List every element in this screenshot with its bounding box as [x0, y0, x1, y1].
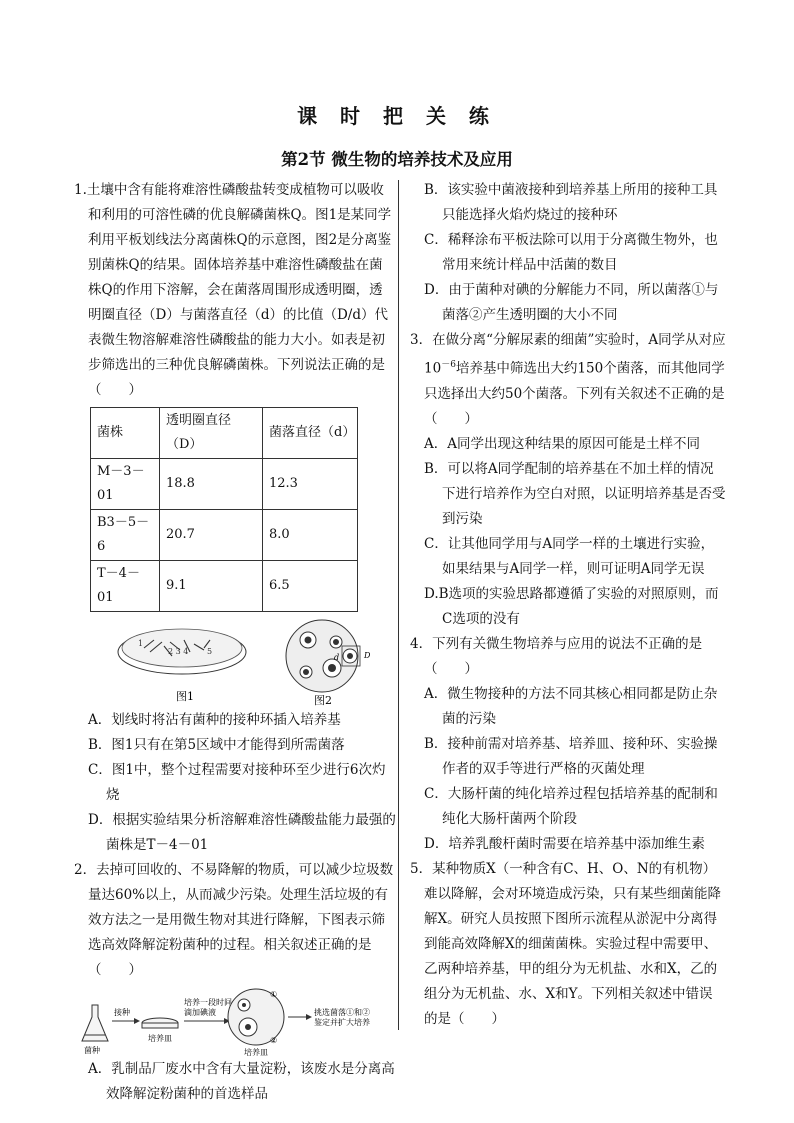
table-header-row	[91, 408, 358, 459]
screening-process-figure	[74, 983, 396, 1057]
q4-option-a: A．微生物接种的方法不同其核心相同都是防止杂菌的污染	[424, 685, 718, 727]
table-cell: 6.5	[263, 561, 358, 612]
question-3-stem	[410, 328, 726, 432]
table-row	[91, 510, 358, 561]
q1-option-c: C．图1中，整个过程需要对接种环至少进行6次灼烧	[88, 762, 386, 803]
q3-option-d: D.B选项的实验思路都遵循了实验的对照原则，而C选项的没有	[424, 585, 719, 627]
q1-option-a: A．划线时将沾有菌种的接种环插入培养基	[88, 712, 341, 728]
flask-label: 菌种	[84, 1046, 100, 1055]
q3-option-a: A．A同学出现这种结果的原因可能是土样不同	[424, 435, 700, 452]
petri-dish-figures	[114, 618, 394, 708]
svg-text:5: 5	[207, 647, 213, 656]
table-header: 菌落直径（d）	[263, 408, 358, 459]
dish2-label: 培养皿	[244, 1048, 268, 1057]
right-column	[410, 178, 726, 1032]
q2-option-d: D．由于菌种对碘的分解能力不同，所以菌落①与菌落②产生透明圈的大小不同	[424, 282, 719, 323]
q1-option-d: D．根据实验结果分析溶解难溶性磷酸盐能力最强的菌株是T－4－01	[88, 812, 396, 853]
question-1-stem: 1.土壤中含有能将难溶性磷酸盐转变成植物可以吸收和利用的可溶性磷的优良解磷菌株Q。图1是某同学利用平板划线法分离菌株Q的示意图，图2是分离鉴别菌株Q的结果。固体培养基中难溶性磷酸盐在菌株Q的作用下溶解，会在菌落周围形成透明圈，透明圈直径（D）与菌落直径（d）的比值（D/d）代表微生物溶解难溶性磷酸盐的能力大小。如表是初步筛选出的三种优良解磷菌株。下列说法正确的是（ ）	[74, 182, 392, 398]
table-header: 透明圈直径（D）	[160, 408, 263, 459]
table-row	[91, 561, 358, 612]
table-cell: B3－5－6	[91, 510, 160, 561]
fig2-label-D: D	[364, 651, 371, 660]
q4-option-c: C．大肠杆菌的纯化培养过程包括培养基的配制和纯化大肠杆菌两个阶段	[424, 785, 718, 827]
colony-mark-2: ②	[270, 1036, 278, 1045]
figure-1-2	[114, 618, 396, 708]
page-title: 课 时 把 关 练	[297, 104, 497, 128]
question-4-stem: 4．下列有关微生物培养与应用的说法不正确的是（ ）	[410, 635, 703, 677]
q3-stem-a: 3．在做分离“分解尿素的细菌”实验时，A同学从对应10	[410, 332, 726, 377]
dish1-label: 培养皿	[148, 1034, 172, 1043]
q2-option-b: B．该实验中菌液接种到培养基上所用的接种工具只能选择火焰灼烧过的接种环	[424, 182, 718, 223]
arrow-label-inoculate: 接种	[114, 1008, 130, 1017]
section-title: 第2节 微生物的培养技术及应用	[281, 150, 513, 169]
column-divider	[398, 180, 399, 1030]
table-cell: 20.7	[160, 510, 263, 561]
select-label-1: 挑选菌落①和②	[314, 1008, 370, 1017]
q2-option-c: C．稀释涂布平板法除可以用于分离微生物外，也常用来统计样品中活菌的数目	[424, 232, 718, 273]
left-column	[74, 178, 396, 1107]
colony-mark-1: ①	[270, 990, 278, 999]
question-2-stem: 2．去掉可回收的、不易降解的物质，可以减少垃圾数量达60%以上，从而减少污染。处理生活垃圾的有效方法之一是用微生物对其进行降解，下图表示筛选高效降解淀粉菌种的过程。相关叙述正确的是（ ）	[74, 862, 394, 978]
table-cell: 9.1	[160, 561, 263, 612]
table-cell: M－3－01	[91, 459, 160, 510]
fig2-caption: 图2	[314, 694, 332, 707]
question-5-stem: 5．某种物质X（一种含有C、H、O、N的有机物）难以降解，会对环境造成污染，只有某些细菌能降解X。研究人员按照下图所示流程从淤泥中分离得到能高效降解X的细菌菌株。实验过程中需要甲、乙两种培养基，甲的组分为无机盐、水和X，乙的组分为无机盐、水、X和Y。下列相关叙述中错误的是（ ）	[410, 860, 721, 1027]
svg-text:1: 1	[138, 639, 144, 648]
table-header: 菌株	[91, 408, 160, 459]
q2-option-a: A．乳制品厂废水中含有大量淀粉，该废水是分离高效降解淀粉菌种的首选样品	[88, 1061, 395, 1102]
table-cell: 8.0	[263, 510, 358, 561]
table-cell: T－4－01	[91, 561, 160, 612]
arrow-label-iodine: 滴加碘液	[184, 1008, 216, 1017]
svg-text:2 3 4: 2 3 4	[168, 647, 189, 656]
q3-option-b: B．可以将A同学配制的培养基在不加土样的情况下进行培养作为空白对照，以证明培养基是否受到污染	[424, 460, 726, 527]
q1-option-b: B．图1只有在第5区域中才能得到所需菌落	[88, 737, 345, 753]
fig2-label-d: d	[334, 653, 340, 662]
q4-option-d: D．培养乳酸杆菌时需要在培养基中添加维生素	[424, 835, 705, 852]
select-label-2: 鉴定并扩大培养	[314, 1018, 370, 1027]
q3-stem-b: 培养基中筛选出大约150个菌落，而其他同学只选择出大约50个菌落。下列有关叙述不正确的是（ ）	[424, 360, 725, 427]
q3-stem-exponent: －6	[441, 360, 456, 370]
arrow-label-culture: 培养一段时间	[184, 998, 232, 1007]
table-cell: 12.3	[263, 459, 358, 510]
q3-option-c: C．让其他同学用与A同学一样的土壤进行实验，如果结果与A同学一样，则可证明A同学无误	[424, 535, 715, 577]
strain-table	[90, 407, 358, 612]
fig1-caption: 图1	[176, 690, 194, 703]
table-cell: 18.8	[160, 459, 263, 510]
table-row	[91, 459, 358, 510]
q4-option-b: B．接种前需对培养基、培养皿、接种环、实验操作者的双手等进行严格的灭菌处理	[424, 735, 718, 777]
